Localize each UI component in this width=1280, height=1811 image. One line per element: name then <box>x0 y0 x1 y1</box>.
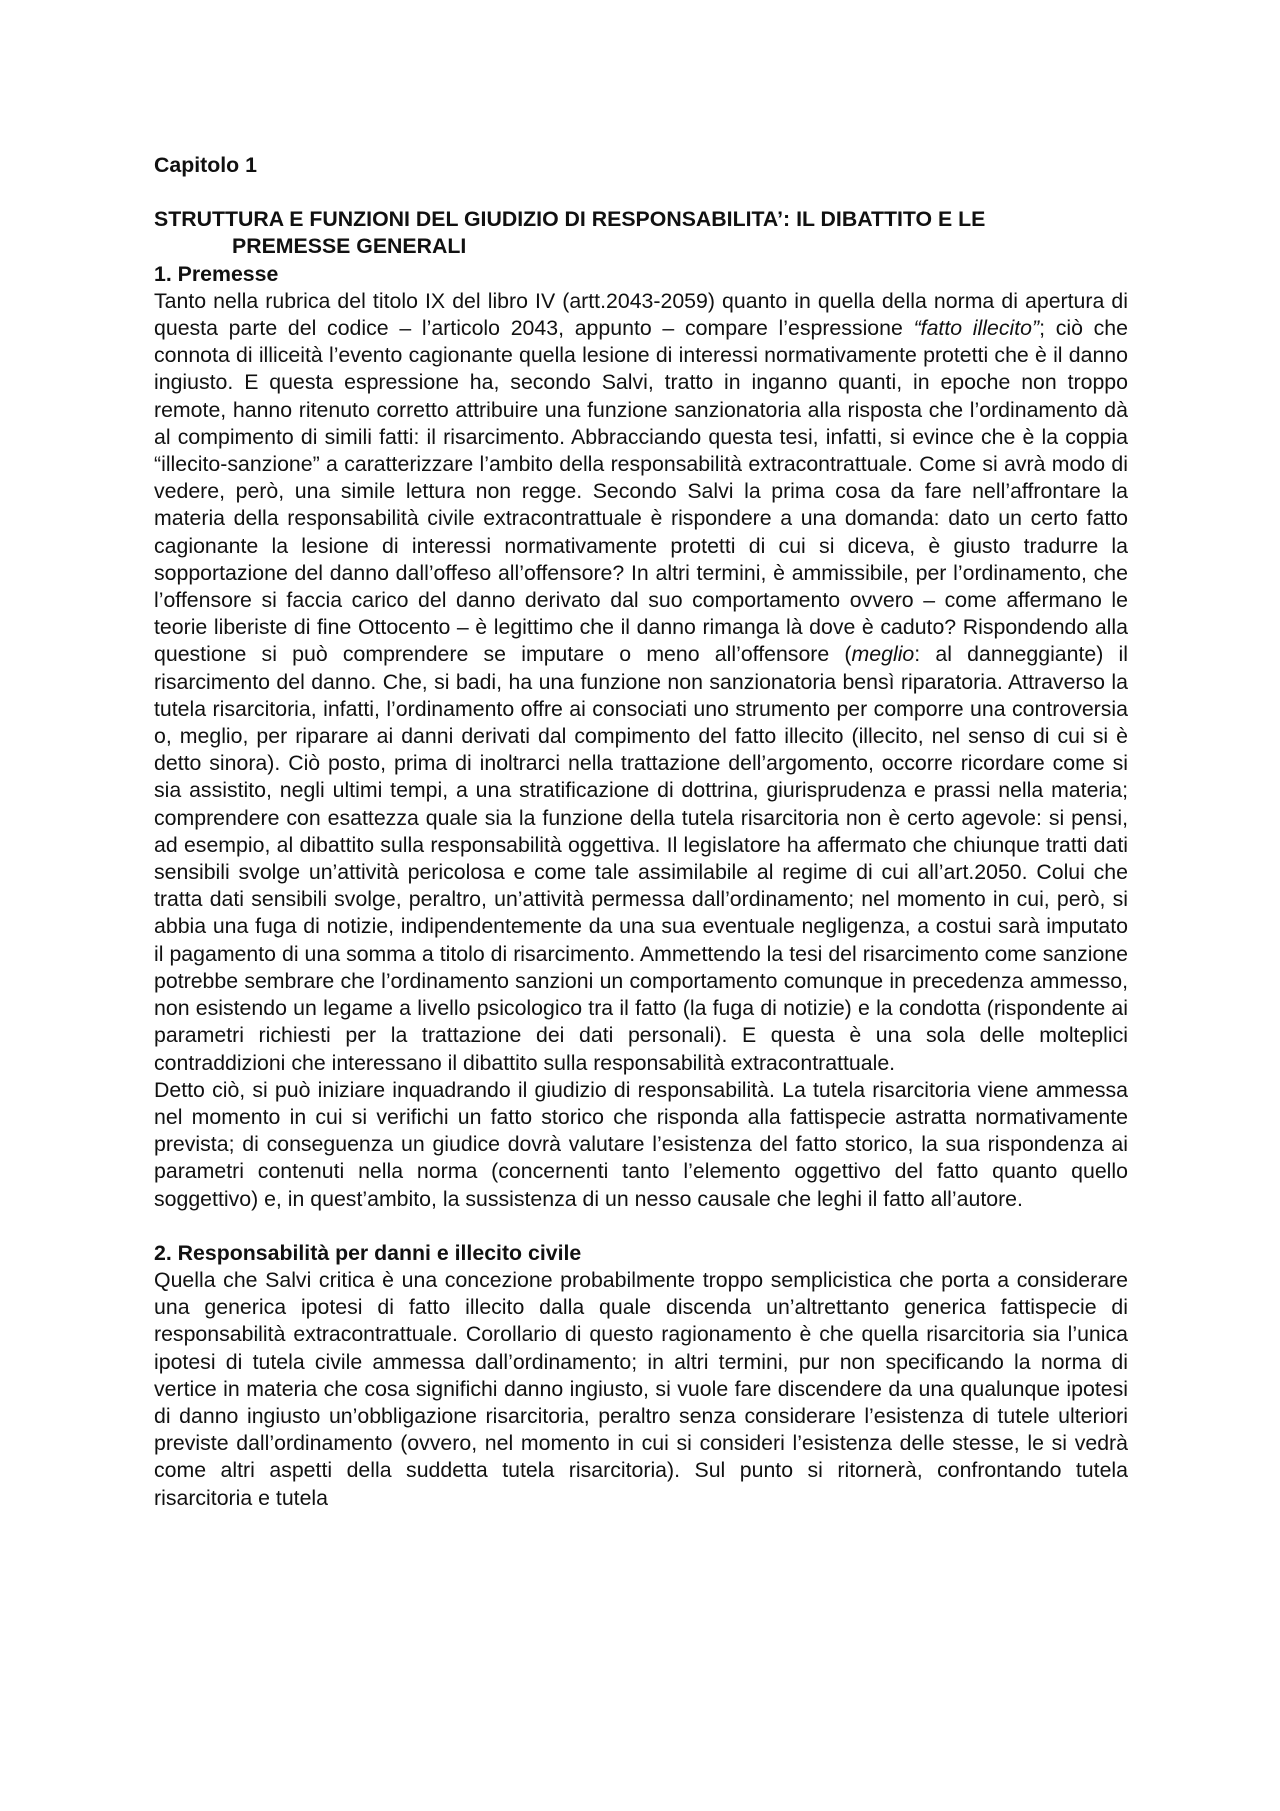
emphasis-fatto-illecito: “fatto illecito” <box>913 316 1040 341</box>
chapter-label: Capitolo 1 <box>154 153 257 177</box>
section-2-heading: 2. Responsabilità per danni e illecito civile <box>154 1240 582 1265</box>
section-2-paragraph-1: Quella che Salvi critica è una concezione probabilmente troppo semplicistica che porta a considerare una generica ipotesi di fatto illecito dalla quale discenda un’altrettanto generica fattispecie di responsabilità extracontrattuale. Corollario di questo ragionamento è che quella risarcitoria sia l’unica ipotesi di tutela civile ammessa dall’ordinamento; in altri termini, pur non specificando la norma di vertice in materia che cosa significhi danno ingiusto, si vuole fare discendere da una qualunque ipotesi di danno ingiusto un’obbligazione risarcitoria, peraltro senza considerare l’esistenza di tutele ulteriori previste dall’ordinamento (ovvero, nel momento in cui si consideri l’esistenza delle stesse, le si vedrà come altri aspetti della suddetta tutela risarcitoria). Sul punto si ritornerà, confrontando tutela risarcitoria e tutela <box>154 1267 1128 1510</box>
section-1-heading: 1. Premesse <box>154 261 279 286</box>
section-1-paragraph-1 <box>154 288 1128 1077</box>
paragraph-text: ; ciò che connota di illiceità l’evento cagionante quella lesione di interessi normativamente protetti che è il danno ingiusto. E questa espressione ha, secondo Salvi, tratto in inganno quanti, in epoche non troppo remote, hanno ritenuto corretto attribuire una funzione sanzionatoria alla risposta che l’ordinamento dà al compimento di simili fatti: il risarcimento. Abbracciando questa tesi, infatti, si evince che è la coppia “illecito-sanzione” a caratterizzare l’ambito della responsabilità extracontrattuale. Come si avrà modo di vedere, però, una simile lettura non regge. Secondo Salvi la prima cosa da fare nell’affrontare la materia della responsabilità civile extracontrattuale è rispondere a una domanda: dato un certo fatto cagionante la lesione di interessi normativamente protetti di cui si diceva, è giusto tradurre la sopportazione del danno dall’offeso all’offensore? In altri termini, è ammissibile, per l’ordinamento, che l’offensore si faccia carico del danno derivato dal suo comportamento ovvero – come affermano le teorie liberiste di fine Ottocento – è legittimo che il danno rimanga là dove è caduto? Rispondendo alla questione si può comprendere se imputare o meno all’offensore ( <box>154 316 1128 667</box>
section-1-paragraph-2: Detto ciò, si può iniziare inquadrando il giudizio di responsabilità. La tutela risarcitoria viene ammessa nel momento in cui si verifichi un fatto storico che risponda alla fattispecie astratta normativamente prevista; di conseguenza un giudice dovrà valutare l’esistenza del fatto storico, la sua rispondenza ai parametri contenuti nella norma (concernenti tanto l’elemento oggettivo del fatto quanto quello soggettivo) e, in quest’ambito, la sussistenza di un nesso causale che leghi il fatto all’autore. <box>154 1077 1128 1211</box>
document-page <box>154 152 1128 1512</box>
paragraph-text: : al danneggiante) il risarcimento del danno. Che, si badi, ha una funzione non sanzionatoria bensì riparatoria. Attraverso la tutela risarcitoria, infatti, l’ordinamento offre ai consociati uno strumento per comporre una controversia o, meglio, per riparare ai danni derivati dal compimento del fatto illecito (illecito, nel senso di cui si è detto sinora). Ciò posto, prima di inoltrarci nella trattazione dell’argomento, occorre ricordare come si sia assistito, negli ultimi tempi, a una stratificazione di dottrina, giurisprudenza e prassi nella materia; comprendere con esattezza quale sia la funzione della tutela risarcitoria non è certo agevole: si pensi, ad esempio, al dibattito sulla responsabilità oggettiva. Il legislatore ha affermato che chiunque tratti dati sensibili svolge un’attività pericolosa e come tale assimilabile al regime di cui all’art.2050. Colui che tratta dati sensibili svolge, peraltro, un’attività permessa dall’ordinamento; nel momento in cui, però, si abbia una fuga di notizie, indipendentemente da una sua eventuale negligenza, a costui sarà imputato il pagamento di una somma a titolo di risarcimento. Ammettendo la tesi del risarcimento come sanzione potrebbe sembrare che l’ordinamento sanzioni un comportamento comunque in precedenza ammesso, non esistendo un legame a livello psicologico tra il fatto (la fuga di notizie) e la condotta (rispondente ai parametri richiesti per la trattazione dei dati personali). E questa è una sola delle molteplici contraddizioni che interessano il dibattito sulla responsabilità extracontrattuale. <box>154 642 1129 1075</box>
chapter-title-line1: STRUTTURA E FUNZIONI DEL GIUDIZIO DI RESPONSABILITA’: IL DIBATTITO E LE <box>154 207 986 232</box>
paragraph-text: Tanto nella rubrica del titolo IX del libro IV (artt.2043-2059) quanto in quella della norma di apertura di questa parte del codice – l’articolo 2043, appunto – compare l’espressione <box>154 288 1128 341</box>
chapter-title-line2: PREMESSE GENERALI <box>232 234 467 259</box>
section-spacer <box>154 1213 1128 1240</box>
emphasis-meglio: meglio <box>851 642 915 667</box>
